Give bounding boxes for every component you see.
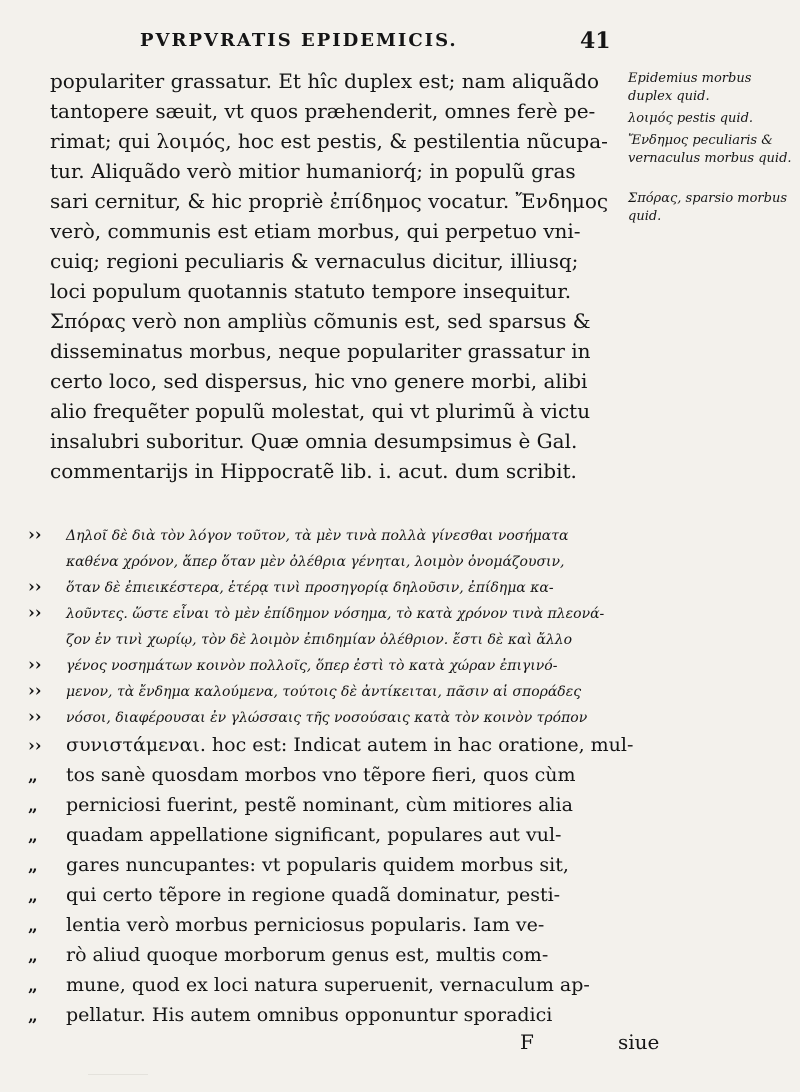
quote-line: [28, 730, 668, 760]
quote-text: συνιστάμεναι. hoc est: Indicat autem in hac oratione, mul-: [66, 734, 634, 756]
quote-mark: ››: [28, 525, 42, 545]
greek-text: λοῦντες. ὥστε εἶναι τὸ μὲν ἐπίδημον νόσημα, τὸ κατὰ χρόνον τινὰ πλεονά-: [66, 606, 605, 622]
quote-mark: ››: [28, 681, 42, 701]
text-line: alio frequẽter populũ molestat, qui vt plurimũ à victu: [50, 399, 591, 423]
quote-text: perniciosi fuerint, pestẽ nominant, cùm mitiores alia: [66, 794, 573, 816]
quote-text: mune, quod ex loci natura superuenit, vernaculum ap-: [66, 974, 590, 996]
quote-text: qui certo tẽpore in regione quadã dominatur, pesti-: [66, 884, 561, 906]
faint-stamp: [88, 1060, 148, 1075]
quote-mark: ››: [28, 603, 42, 623]
quote-mark: „: [28, 856, 38, 876]
margin-notes: [628, 70, 793, 230]
text-line: certo loco, sed dispersus, hic vno genere morbi, alibi: [50, 369, 588, 393]
quote-line: [28, 790, 668, 820]
quote-text: lentia verò morbus perniciosus popularis. Iam ve-: [66, 914, 545, 936]
quote-mark: ››: [28, 736, 42, 756]
quote-mark: „: [28, 766, 38, 786]
text-line: tantopere sæuit, vt quos præhenderit, omnes ferè pe-: [50, 99, 596, 123]
text-line: rimat; qui λοιμός, hoc est pestis, & pestilentia nũcupa-: [50, 129, 608, 153]
greek-text: Δηλοῖ δὲ διὰ τὸν λόγον τοῦτον, τὰ μὲν τινὰ πολλὰ γίνεσθαι νοσήματα: [66, 528, 569, 544]
quote-line: [28, 850, 668, 880]
margin-note: λοιμός pestis quid.: [628, 111, 754, 126]
page-number: 41: [580, 28, 611, 54]
quote-text: rò aliud quoque morborum genus est, multis com-: [66, 944, 549, 966]
greek-text: ὅταν δὲ ἐπιεικέστερα, ἑτέρᾳ τινὶ προσηγορίᾳ δηλοῦσιν, ἐπίδημα κα-: [66, 580, 554, 596]
text-line: cuiq; regioni peculiaris & vernaculus dicitur, illiusq;: [50, 249, 579, 273]
quote-mark: „: [28, 916, 38, 936]
text-line: insalubri suboritur. Quæ omnia desumpsimus è Gal.: [50, 429, 578, 453]
quote-text: tos sanè quosdam morbos vno tẽpore fieri, quos cùm: [66, 764, 576, 786]
greek-line: [28, 626, 668, 652]
quote-mark: „: [28, 1006, 38, 1026]
running-title: PVRPVRATIS EPIDEMICIS.: [140, 30, 458, 51]
page-footer: [0, 1030, 800, 1060]
margin-note: Ἔνδημος peculiaris & vernaculus morbus quid.: [628, 133, 792, 166]
greek-text: καθένα χρόνον, ἅπερ ὅταν μὲν ὀλέθρια γένηται, λοιμὸν ὀνομάζουσιν,: [66, 554, 565, 570]
text-line: Σπόρας verò non ampliùs cõmunis est, sed sparsus &: [50, 309, 591, 333]
text-line: loci populum quotannis statuto tempore insequitur.: [50, 279, 572, 303]
margin-note: Σπόρας, sparsio morbus quid.: [628, 191, 788, 224]
quote-text: pellatur. His autem omnibus opponuntur sporadici: [66, 1004, 553, 1026]
text-line: tur. Aliquãdo verò mitior humaniorq́; in populũ gras: [50, 159, 576, 183]
quote-line: [28, 760, 668, 790]
greek-line: [28, 678, 668, 704]
quote-mark: „: [28, 826, 38, 846]
text-line: verò, communis est etiam morbus, qui perpetuo vni-: [50, 219, 581, 243]
quote-line: [28, 1000, 668, 1030]
greek-text: νόσοι, διαφέρουσαι ἐν γλώσσαις τῆς νοσούσαις κατὰ τὸν κοινὸν τρόπον: [66, 710, 588, 726]
quote-mark: ››: [28, 577, 42, 597]
text-line: sari cernitur, & hic propriè ἐπίδημος vocatur. Ἔνδημος: [50, 189, 609, 213]
quote-mark: ››: [28, 707, 42, 727]
greek-line: [28, 574, 668, 600]
greek-line: [28, 600, 668, 626]
quote-mark: „: [28, 886, 38, 906]
quote-line: [28, 880, 668, 910]
greek-line: [28, 652, 668, 678]
greek-quotation: [28, 522, 668, 730]
catchword: siue: [618, 1030, 660, 1054]
quote-text: gares nuncupantes: vt popularis quidem morbus sit,: [66, 854, 569, 876]
quote-line: [28, 820, 668, 850]
signature-mark: F: [520, 1030, 534, 1054]
quote-mark: ››: [28, 655, 42, 675]
margin-note: Epidemius morbus duplex quid.: [628, 71, 752, 104]
quote-line: [28, 970, 668, 1000]
quote-text: quadam appellatione significant, populares aut vul-: [66, 824, 562, 846]
greek-line: [28, 522, 668, 548]
text-line: populariter grassatur. Et hîc duplex est; nam aliquãdo: [50, 69, 600, 93]
text-line: disseminatus morbus, neque populariter grassatur in: [50, 339, 591, 363]
greek-text: ζον ἐν τινὶ χωρίῳ, τὸν δὲ λοιμὸν ἐπιδημίαν ὀλέθριον. ἔστι δὲ καὶ ἄλλο: [66, 632, 573, 648]
text-line: commentarijs in Hippocratẽ lib. i. acut. dum scribit.: [50, 459, 577, 483]
greek-text: γένος νοσημάτων κοινὸν πολλοῖς, ὅπερ ἐστὶ τὸ κατὰ χώραν ἐπιγινό-: [66, 658, 558, 674]
quote-mark: „: [28, 976, 38, 996]
quote-mark: „: [28, 946, 38, 966]
greek-line: [28, 704, 668, 730]
quote-line: [28, 940, 668, 970]
greek-line: [28, 548, 668, 574]
greek-text: μενον, τὰ ἔνδημα καλούμενα, τούτοις δὲ ἀντίκειται, πᾶσιν αἱ σποράδες: [66, 684, 582, 700]
quote-mark: „: [28, 796, 38, 816]
quote-line: [28, 910, 668, 940]
main-text: [50, 66, 628, 486]
latin-translation: [28, 730, 668, 1030]
